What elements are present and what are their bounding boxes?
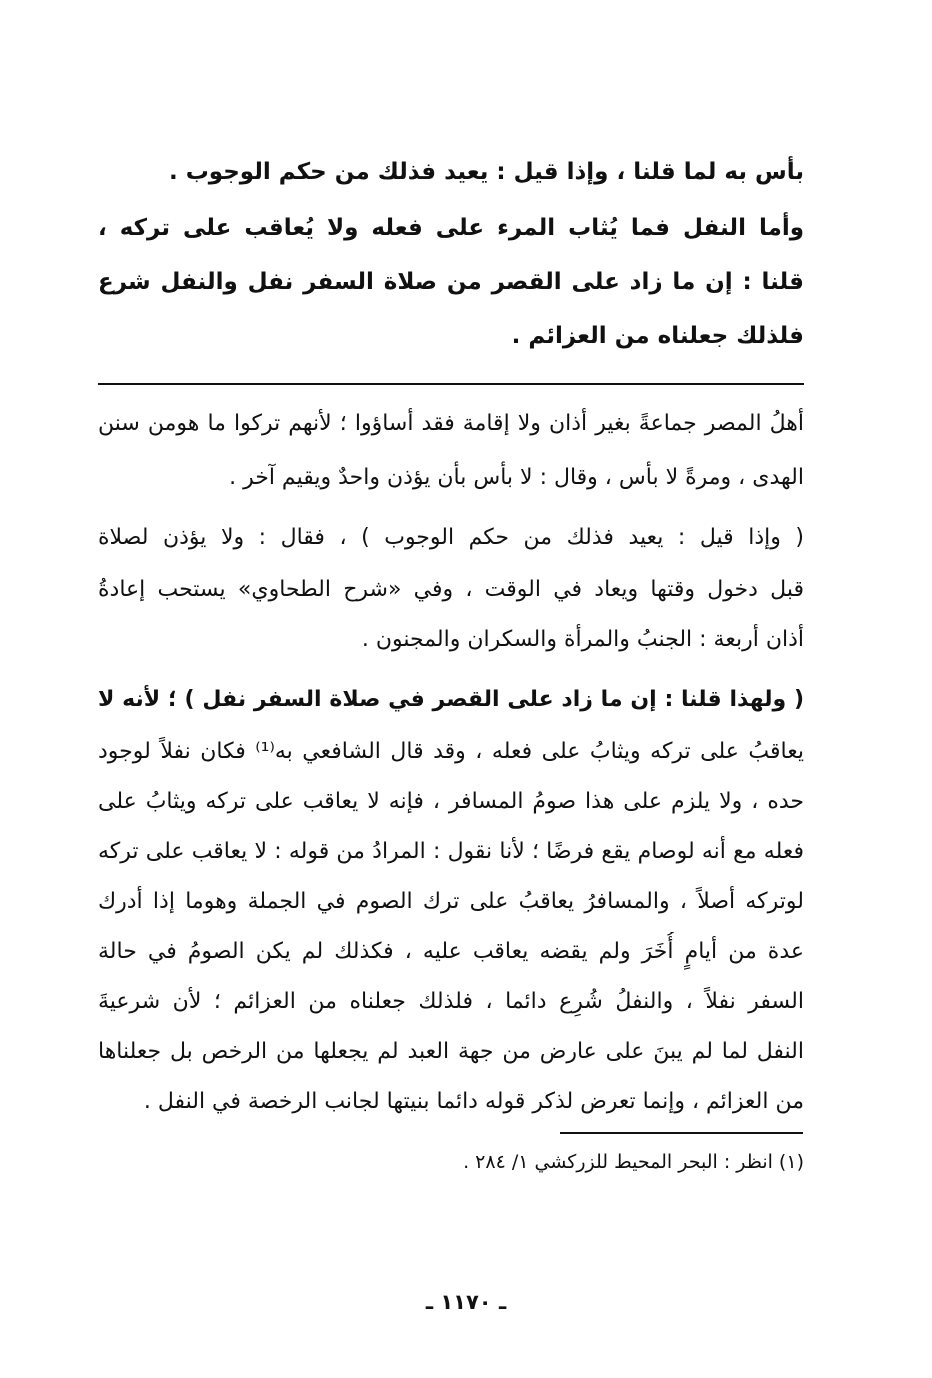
commentary-line: النفل لما لم يبنَ على عارض من جهة العبد لم يجعلها من الرخص بل جعلناها bbox=[98, 1039, 804, 1064]
main-line: فلذلك جعلناه من العزائم . bbox=[511, 323, 804, 349]
commentary-line: أذان أربعة : الجنبُ والمرأة والسكران والمجنون . bbox=[361, 627, 804, 652]
separator-line bbox=[98, 383, 804, 385]
commentary-line: ( وإذا قيل : يعيد فذلك من حكم الوجوب ) ، فقال : ولا يؤذن لصلاة bbox=[98, 525, 804, 550]
footnote: (١) انظر : البحر المحيط للزركشي ١/ ٢٨٤ . bbox=[463, 1151, 804, 1173]
commentary-line: السفر نفلاً ، والنفلُ شُرِع دائما ، فلذلك جعلناه من العزائم ؛ لأن شرعيةَ bbox=[98, 989, 804, 1014]
commentary-line: من العزائم ، وإنما تعرض لذكر قوله دائما بنيتها لجانب الرخصة في النفل . bbox=[143, 1089, 804, 1114]
commentary-line: الهدى ، ومرةً لا بأس ، وقال : لا بأس بأن يؤذن واحدٌ ويقيم آخر . bbox=[229, 465, 804, 490]
commentary-line: أهلُ المصر جماعةً بغير أذان ولا إقامة فقد أساؤوا ؛ لأنهم تركوا ما هومن سنن bbox=[98, 411, 804, 436]
main-line: قلنا : إن ما زاد على القصر من صلاة السفر نفل والنفل شرع bbox=[98, 269, 804, 295]
footnote-separator bbox=[560, 1132, 803, 1134]
commentary-line: حده ، ولا يلزم على هذا صومُ المسافر ، فإنه لا يعاقب على تركه ويثابُ على bbox=[98, 789, 804, 814]
commentary-line: فعله مع أنه لوصام يقع فرضًا ؛ لأنا نقول : المرادُ من قوله : لا يعاقب على تركه bbox=[98, 839, 804, 864]
commentary-line: ( ولهذا قلنا : إن ما زاد على القصر في صلاة السفر نفل ) ؛ لأنه لا bbox=[98, 687, 804, 712]
commentary-line: قبل دخول وقتها ويعاد في الوقت ، وفي «شرح الطحاوي» يستحب إعادةُ bbox=[98, 577, 804, 602]
page-number: ـ ١١٧٠ ـ bbox=[425, 1290, 507, 1314]
commentary-line: عدة من أيامٍ أُخَرَ ولم يقضه يعاقب عليه ، فكذلك لم يكن الصومُ في حالة bbox=[98, 939, 804, 964]
main-line: وأما النفل فما يُثاب المرء على فعله ولا يُعاقب على تركه ، bbox=[98, 215, 804, 241]
commentary-line: يعاقبُ على تركه ويثابُ على فعله ، وقد قال الشافعي به⁽¹⁾ فكان نفلاً لوجود bbox=[98, 739, 804, 764]
commentary-line: لوتركه أصلاً ، والمسافرُ يعاقبُ على ترك الصوم في الجملة وهوما إذا أدرك bbox=[98, 889, 804, 914]
main-line: بأس به لما قلنا ، وإذا قيل : يعيد فذلك من حكم الوجوب . bbox=[168, 159, 804, 185]
